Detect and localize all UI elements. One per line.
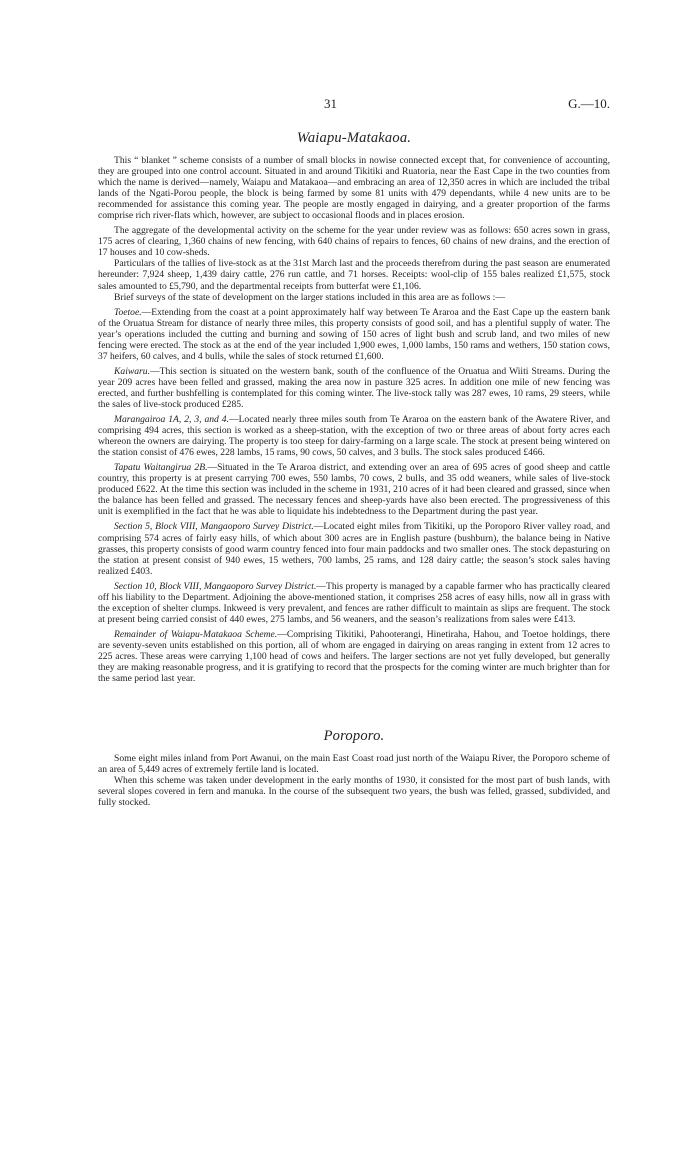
section-title: Poroporo. bbox=[323, 728, 385, 745]
section-poroporo bbox=[98, 728, 610, 808]
paragraph: Remainder of Waiapu-Matakaoa Scheme.—Comprising Tikitiki, Pahooterangi, Hinetiraha, Hahou, and Toetoe holdings, there are seventy-seven units established on this portion, all of whom are engaged in dairying on areas ranging in extent from 12 acres to 225 acres. These areas were carrying 1,100 head of cows and heifers. The larger sections are not yet fully developed, but generally they are making reasonable progress, and it is gratifying to record that the prospects for the coming winter are much brighter than for the same period last year. bbox=[98, 628, 610, 685]
document-reference: G.—10. bbox=[568, 96, 610, 111]
paragraph: Tapatu Waitangirua 2B.—Situated in the Te Araroa district, and extending over an area of 695 acres of good sheep and cattle country, this property is at present carrying 700 ewes, 550 lambs, 70 cows, 2 bulls, and 35 odd weaners, while sales of live-stock produced £622. At the time this section was included in the scheme in 1931, 210 acres of it had been cleared and grassed, since when the balance has been felled and grassed. The necessary fences and sheep-yards have also been erected. The progressiveness of this unit is exemplified in the fact that he was able to liquidate his indebtedness to the Department during the past year. bbox=[98, 462, 611, 518]
section-title: Waiapu-Matakaoa. bbox=[296, 130, 412, 146]
page-number: 31 bbox=[324, 96, 337, 111]
paragraph: Particulars of the tallies of live-stock as at the 31st March last and the proceeds therefrom during the past season are enumerated hereunder: 7,924 sheep, 1,439 dairy cattle, 276 run cattle, and 71 horses. Receipts: wool-clip of 155 bales realized £1,575, stock sales amounted to £5,790, and the departmental receipts from butterfat were £1,106. bbox=[98, 258, 610, 292]
page-body bbox=[98, 130, 610, 808]
paragraph: When this scheme was taken under development in the early months of 1930, it consisted for the most part of bush lands, with several slopes covered in fern and manuka. In the course of the subsequent two years, the bush was felled, grassed, subdivided, and fully stocked. bbox=[98, 775, 610, 809]
paragraph-lead: Section 10, Block VIII, Mangaoporo Survey District. bbox=[114, 580, 317, 592]
paragraph-lead: Marangairoa 1A, 2, 3, and 4. bbox=[114, 414, 229, 426]
paragraph-lead: Kaiwaru. bbox=[114, 365, 150, 377]
section-waiapu-matakaoa bbox=[98, 130, 610, 684]
paragraph: Kaiwaru.—This section is situated on the western bank, south of the confluence of the Oruatua and Wiiti Streams. During the year 209 acres have been felled and grassed, making the area now in pasture 325 acres. In addition one mile of new fencing was erected, and further bushfelling is contemplated for this coming winter. The live-stock tally was 287 ewes, 10 rams, 29 steers, while the sales of live-stock produced £285. bbox=[98, 365, 610, 410]
paragraph: Some eight miles inland from Port Awanui, on the main East Coast road just north of the Waiapu River, the Poroporo scheme of an area of 5,449 acres of extremely fertile land is located. bbox=[98, 753, 610, 776]
section-spacer bbox=[98, 684, 610, 728]
paragraph: Toetoe.—Extending from the coast at a point approximately half way between Te Araroa and the East Cape up the eastern bank of the Oruatua Stream for distance of nearly three miles, this property consists of good soil, and has a plentiful supply of water. The year’s operations included the cutting and burning and sowing of 150 acres of light bush and scrub land, and two miles of new fencing were erected. The stock as at the end of the year included 1,900 ewes, 1,000 lambs, 150 rams and wethers, 150 station cows, 37 heifers, 60 calves, and 4 bulls, while the sales of stock returned £1,600. bbox=[98, 306, 610, 362]
paragraph: This “ blanket ” scheme consists of a number of small blocks in nowise connected except that, for convenience of accounting, they are grouped into one control account. Situated in and around Tikitiki and Ruatoria, near the East Cape in the two counties from which the name is derived—namely, Waiapu and Matakaoa—and embracing an area of 12,350 acres in which are included the tribal lands of the Ngati-Porou people, the block is being farmed by some 81 units with 479 dependants, while 4 new units are to be recommended for assistance this coming year. The people are mostly engaged in dairying, and a greater proportion of the farms comprise rich river-flats which, however, are subject to occasional floods and in places erosion. bbox=[98, 155, 610, 222]
paragraph-lead: Section 5, Block VIII, Mangaoporo Survey District. bbox=[114, 521, 314, 533]
paragraph: Section 10, Block VIII, Mangaoporo Survey District.—This property is managed by a capable farmer who has practically cleared off his liability to the Department. Adjoining the above-mentioned station, it comprises 258 acres of easy hills, now all in grass with the exception of shelter clumps. Inkweed is very prevalent, and fences are rather difficult to maintain as slips are frequent. The stock at present being carried consist of 440 ewes, 275 lambs, and 56 weaners, and the season’s realizations from sales were £413. bbox=[98, 580, 610, 625]
paragraph: Section 5, Block VIII, Mangaoporo Survey District.—Located eight miles from Tikitiki, up the Poroporo River valley road, and comprising 574 acres of fairly easy hills, of which about 300 acres are in English pasture (bushburn), the balance being in Native grasses, this property consists of good warm country fenced into four main paddocks and two smaller ones. The stock depasturing on the station at present consist of 940 ewes, 15 wethers, 700 lambs, 25 rams, and 128 dairy cattle; the season’s stock sales having realized £403. bbox=[98, 521, 610, 577]
page-header bbox=[100, 96, 610, 116]
paragraph: The aggregate of the developmental activity on the scheme for the year under review was as follows: 650 acres sown in grass, 175 acres of clearing, 1,360 chains of new fencing, with 640 chains of repairs to fences, 60 chains of new drains, and the erection of 17 houses and 10 cow-sheds. bbox=[98, 225, 610, 259]
paragraph-lead: Remainder of Waiapu-Matakaoa Scheme. bbox=[114, 628, 278, 640]
paragraph: Marangairoa 1A, 2, 3, and 4.—Located nearly three miles south from Te Araroa on the eastern bank of the Awatere River, and comprising 494 acres, this section is worked as a sheep-station, with the exception of two or three areas of about forty acres each whereon the owners are dairying. The property is too steep for dairy-farming on a large scale. The stock at present being wintered on the station consist of 476 ewes, 228 lambs, 15 rams, 90 cows, 50 calves, and 3 bulls. The stock sales produced £466. bbox=[98, 414, 610, 459]
paragraph-lead: Toetoe. bbox=[114, 306, 142, 318]
paragraph-lead: Tapatu Waitangirua 2B. bbox=[114, 462, 208, 474]
paragraph: Brief surveys of the state of development on the larger stations included in this area are as follows :— bbox=[114, 291, 505, 303]
